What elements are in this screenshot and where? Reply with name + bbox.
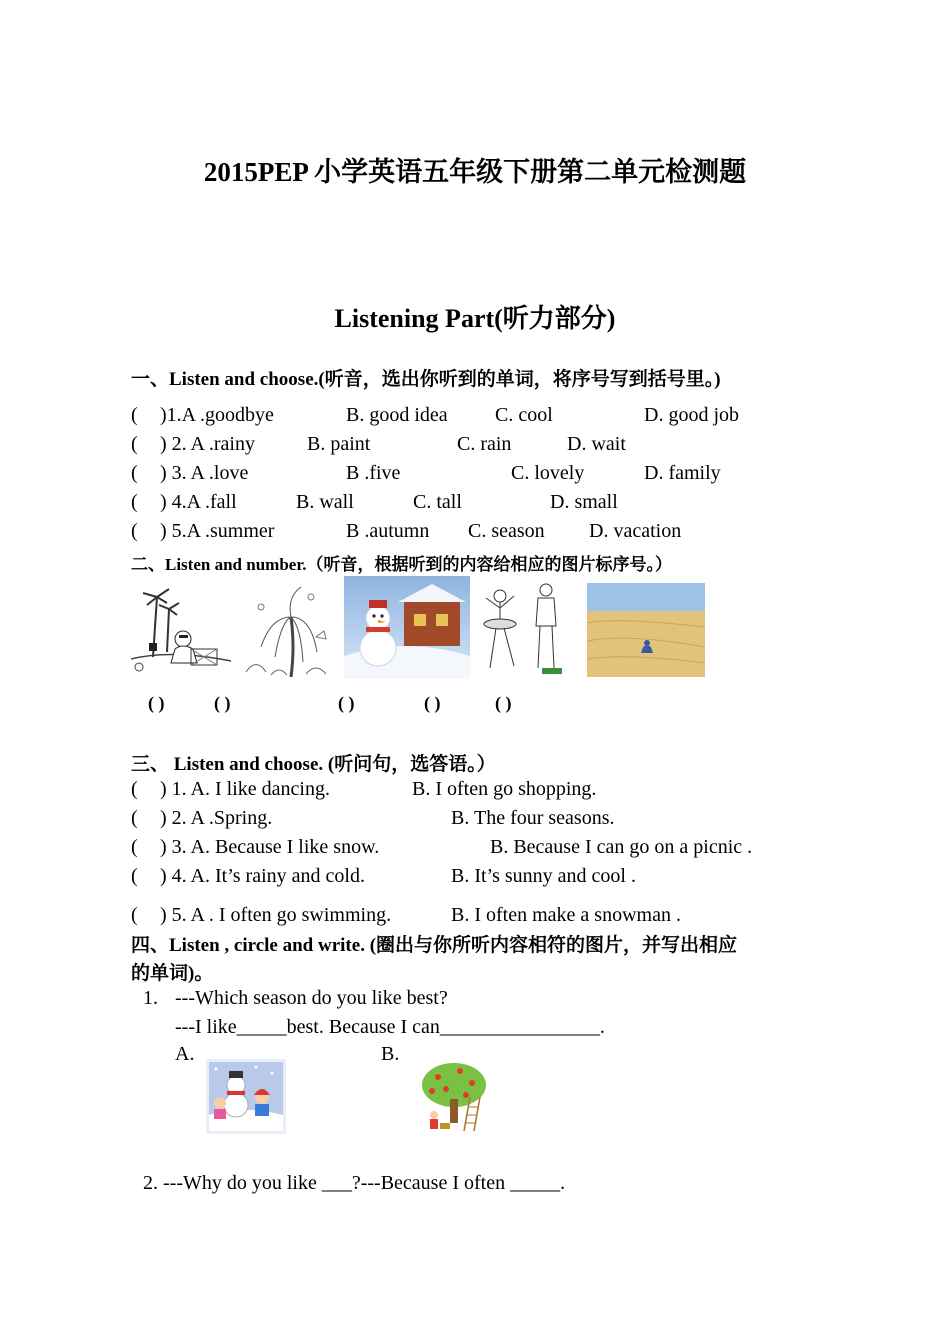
option-d: D. family (644, 462, 721, 484)
section-3-heading: 三、 Listen and choose. (听问句，选答语。） (131, 754, 496, 775)
option-a: ) 5.A .summer (160, 520, 275, 542)
answer-paren: ( (131, 836, 138, 858)
q1-option-b-label: B. (381, 1043, 400, 1065)
apple-tree-picture[interactable] (416, 1059, 492, 1134)
answer-paren: ( (131, 807, 138, 829)
section-4-heading-line-1: 四、Listen , circle and write. (圈出与你所听内容相符的图片，并写出相应 (131, 935, 738, 956)
option-c: C. season (468, 520, 545, 542)
q1-question: ---Which season do you like best? (175, 987, 448, 1009)
answer-paren: ( (131, 462, 138, 484)
answer-paren: ( (131, 904, 138, 926)
option-c: C. cool (495, 404, 553, 426)
option-d: D. small (550, 491, 618, 513)
option-b: B. good idea (346, 404, 448, 426)
option-d: D. vacation (589, 520, 682, 542)
option-b: B. I often make a snowman . (451, 904, 681, 926)
field-picture (587, 583, 705, 677)
answer-paren: ( (131, 491, 138, 513)
option-a: ) 3. A .love (160, 462, 249, 484)
option-b: B. The four seasons. (451, 807, 615, 829)
answer-paren: ( (131, 865, 138, 887)
dancers-picture (470, 576, 569, 679)
option-c: C. rain (457, 433, 512, 455)
answer-paren: ( (131, 778, 138, 800)
option-c: C. lovely (511, 462, 585, 484)
page-title: 2015PEP 小学英语五年级下册第二单元检测题 (203, 157, 747, 187)
q2-line: 2. ---Why do you like ___?---Because I often _____. (143, 1172, 566, 1194)
option-a: ) 1. A. I like dancing. (160, 778, 330, 800)
option-a: ) 5. A . I often go swimming. (160, 904, 392, 926)
answer-paren: ( (131, 520, 138, 542)
option-b: B .five (346, 462, 401, 484)
answer-paren: ( (131, 433, 138, 455)
q1-option-a-label: A. (175, 1043, 195, 1065)
number-bracket-1[interactable]: ( ) (148, 693, 165, 713)
number-bracket-4[interactable]: ( ) (424, 693, 441, 713)
section-2-heading: 二、Listen and number.（听音，根据听到的内容给相应的图片标序号。） (131, 555, 673, 574)
option-b: B. It’s sunny and cool . (451, 865, 636, 887)
option-b: B. Because I can go on a picnic . (490, 836, 753, 858)
option-b: B. I often go shopping. (412, 778, 597, 800)
number-bracket-5[interactable]: ( ) (495, 693, 512, 713)
option-d: D. good job (644, 404, 739, 426)
option-a: )1.A .goodbye (160, 404, 274, 426)
option-a: ) 2. A .Spring. (160, 807, 273, 829)
beach-picture (131, 577, 231, 677)
section-4-heading-line-2: 的单词)。 (131, 963, 214, 984)
section-1-heading: 一、Listen and choose.(听音，选出你听到的单词，将序号写到括号里。) (131, 369, 721, 390)
winter-picture[interactable] (206, 1059, 286, 1134)
option-a: ) 4. A. It’s rainy and cold. (160, 865, 365, 887)
option-b: B .autumn (346, 520, 430, 542)
q1-number: 1. (143, 987, 158, 1009)
option-c: C. tall (413, 491, 462, 513)
option-a: ) 3. A. Because I like snow. (160, 836, 380, 858)
q1-answer-line: ---I like_____best. Because I can________________. (175, 1016, 605, 1038)
number-bracket-3[interactable]: ( ) (338, 693, 355, 713)
answer-paren: ( (131, 404, 138, 426)
part-title: Listening Part(听力部分) (334, 304, 616, 333)
willow-tree-picture (241, 577, 334, 677)
option-a: ) 2. A .rainy (160, 433, 255, 455)
snowman-picture (344, 576, 470, 679)
option-d: D. wait (567, 433, 626, 455)
option-a: ) 4.A .fall (160, 491, 237, 513)
option-b: B. wall (296, 491, 354, 513)
option-b: B. paint (307, 433, 371, 455)
number-bracket-2[interactable]: ( ) (214, 693, 231, 713)
